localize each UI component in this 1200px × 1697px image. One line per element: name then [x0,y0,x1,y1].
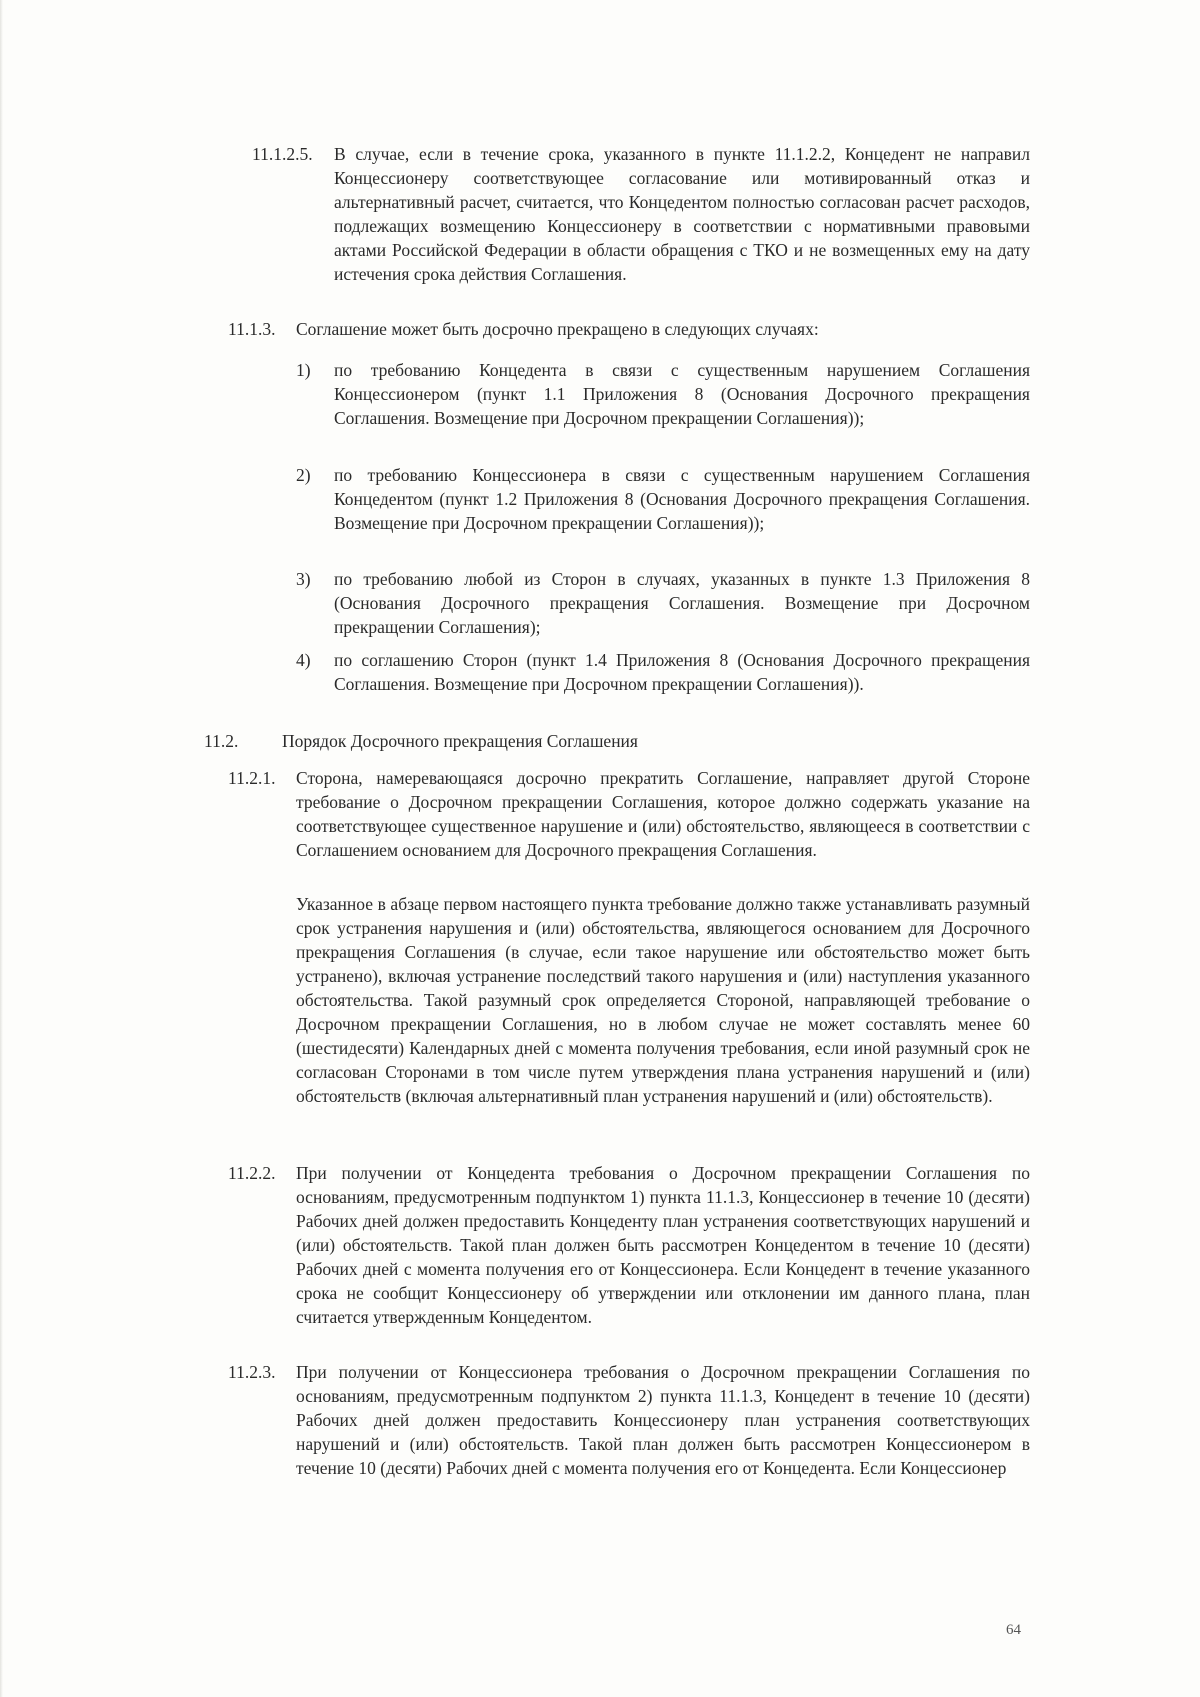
clause-text: Соглашение может быть досрочно прекращено в следующих случаях: [296,319,819,339]
clause-number: 11.2.2. [228,1163,276,1183]
clause-number: 11.2.1. [228,768,276,788]
scan-edge [0,0,3,1697]
clause-text: В случае, если в течение срока, указанного в пункте 11.1.2.2, Концедент не направил Концессионеру соответствующее согласование или мотивированный отказ и альтернативный расчет, считается, что Концедентом полностью согласован расчет расходов, подлежащих возмещению Концессионеру в соответствии с нормативными правовыми актами Российской Федерации в области обращения с ТКО и не возмещенных ему на дату истечения срока действия Соглашения. [334,144,1030,284]
list-item-text: по соглашению Сторон (пункт 1.4 Приложения 8 (Основания Досрочного прекращения Соглашения. Возмещение при Досрочном прекращении Соглашения)). [334,650,1030,694]
clause-text: При получении от Концессионера требования о Досрочном прекращении Соглашения по основаниям, предусмотренным подпунктом 2) пункта 11.1.3, Концедент в течение 10 (десяти) Рабочих дней должен предоставить Концессионеру план устранения соответствующих нарушений и (или) обстоятельств. Такой план должен быть рассмотрен Концессионером в течение 10 (десяти) Рабочих дней с момента получения его от Концедента. Если Концессионер [296,1362,1030,1478]
list-item-text: по требованию Концедента в связи с существенным нарушением Соглашения Концессионером (пункт 1.1 Приложения 8 (Основания Досрочного прекращения Соглашения. Возмещение при Досрочном прекращении Соглашения)); [334,360,1030,428]
list-marker: 4) [296,650,311,670]
clause-text: При получении от Концедента требования о Досрочном прекращении Соглашения по основаниям, предусмотренным подпунктом 1) пункта 11.1.3, Концессионер в течение 10 (десяти) Рабочих дней должен предоставить Концеденту план устранения соответствующих нарушений и (или) обстоятельств. Такой план должен быть рассмотрен Концедентом в течение 10 (десяти) Рабочих дней с момента получения его от Концессионера. Если Концедент в течение указанного срока не сообщит Концессионеру об утверждении или отклонении им данного плана, план считается утвержденным Концедентом. [296,1163,1030,1327]
list-item-text: по требованию любой из Сторон в случаях, указанных в пункте 1.3 Приложения 8 (Основания Досрочного прекращения Соглашения. Возмещение при Досрочном прекращении Соглашения); [334,569,1030,637]
page-number: 64 [1006,1622,1021,1638]
list-item-text: по требованию Концессионера в связи с существенным нарушением Соглашения Концедентом (пункт 1.2 Приложения 8 (Основания Досрочного прекращения Соглашения. Возмещение при Досрочном прекращении Соглашения)); [334,465,1030,533]
clause-number: 11.1.2.5. [252,144,313,164]
section-title: Порядок Досрочного прекращения Соглашения [282,731,638,751]
list-marker: 2) [296,465,311,485]
clause-number: 11.2.3. [228,1362,276,1382]
list-marker: 1) [296,360,311,380]
clause-number: 11.1.3. [228,319,276,339]
list-marker: 3) [296,569,311,589]
section-number: 11.2. [204,731,239,751]
clause-paragraph: Указанное в абзаце первом настоящего пункта требование должно также устанавливать разумный срок устранения нарушения и (или) обстоятельства, являющегося основанием для Досрочного прекращения Соглашения (в случае, если такое нарушение или обстоятельство может быть устранено), включая устранение последствий такого нарушения и (или) наступления указанного обстоятельства. Такой разумный срок определяется Стороной, направляющей требование о Досрочном прекращении Соглашения, но в любом случае не может составлять менее 60 (шестидесяти) Календарных дней с момента получения требования, если иной разумный срок не согласован Сторонами в том числе путем утверждения плана устранения нарушений и (или) обстоятельств (включая альтернативный план устранения нарушений и (или) обстоятельств). [296,894,1030,1106]
clause-text: Сторона, намеревающаяся досрочно прекратить Соглашение, направляет другой Стороне требование о Досрочном прекращении Соглашения, которое должно содержать указание на соответствующее существенное нарушение и (или) обстоятельство, являющееся в соответствии с Соглашением основанием для Досрочного прекращения Соглашения. [296,768,1030,860]
